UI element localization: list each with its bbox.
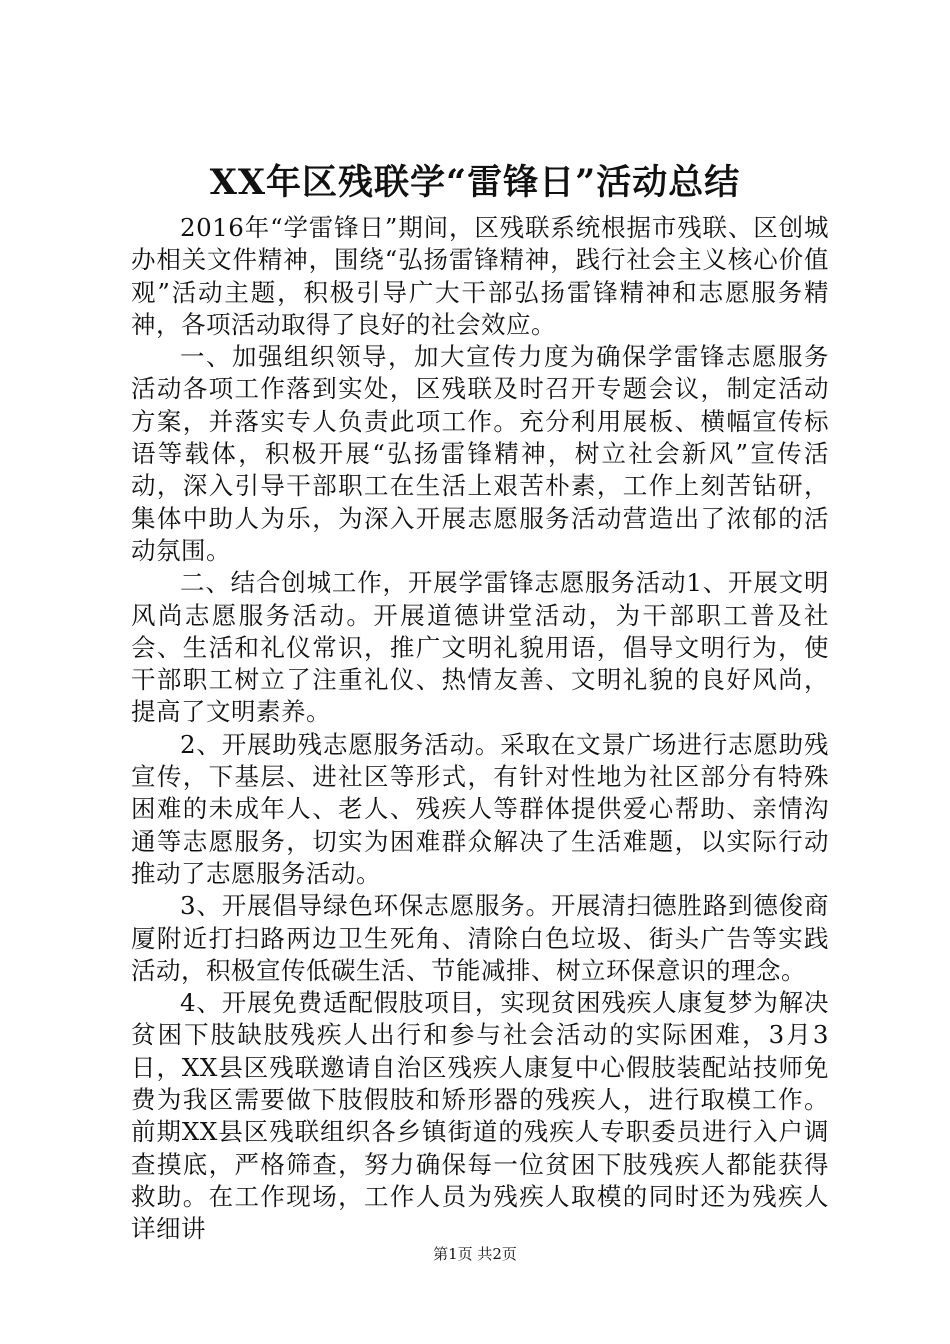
document-title: XX年区残联学“雷锋日”活动总结 <box>209 162 741 203</box>
paragraph-item-3: 3、开展倡导绿色环保志愿服务。开展清扫德胜路到德俊商厦附近打扫路两边卫生死角、清除白色垃圾、街头广告等实践活动，积极宣传低碳生活、节能减排、树立环保意识的理念。 <box>131 891 829 985</box>
paragraph-section-1: 一、加强组织领导，加大宣传力度为确保学雷锋志愿服务活动各项工作落到实处，区残联及时召开专题会议，制定活动方案，并落实专人负责此项工作。充分利用展板、横幅宣传标语等载体，积极开展“弘扬雷锋精神，树立社会新风”宣传活动，深入引导干部职工在生活上艰苦朴素，工作上刻苦钻研，集体中助人为乐，为深入开展志愿服务活动营造出了浓郁的活动氛围。 <box>131 342 829 565</box>
paragraph-item-4: 4、开展免费适配假肢项目，实现贫困残疾人康复梦为解决贫困下肢缺肢残疾人出行和参与社会活动的实际困难，3月3日，XX县区残联邀请自治区残疾人康复中心假肢装配站技师免费为我区需要做下肢假肢和矫形器的残疾人，进行取模工作。前期XX县区残联组织各乡镇街道的残疾人专职委员进行入户调查摸底，严格筛查，努力确保每一位贫困下肢残疾人都能获得救助。在工作现场，工作人员为残疾人取模的同时还为残疾人详细讲 <box>131 988 829 1244</box>
paragraph-section-2: 二、结合创城工作，开展学雷锋志愿服务活动1、开展文明风尚志愿服务活动。开展道德讲堂活动，为干部职工普及社会、生活和礼仪常识，推广文明礼貌用语，倡导文明行为，使干部职工树立了注重礼仪、热情友善、文明礼貌的良好风尚，提高了文明素养。 <box>131 568 829 727</box>
paragraph-item-2: 2、开展助残志愿服务活动。采取在文景广场进行志愿助残宣传，下基层、进社区等形式，有针对性地为社区部分有特殊困难的未成年人、老人、残疾人等群体提供爱心帮助、亲情沟通等志愿服务，切实为困难群众解决了生活难题，以实际行动推动了志愿服务活动。 <box>131 729 829 888</box>
page-footer: 第1页 共2页 <box>433 1245 517 1263</box>
paragraph-intro: 2016年“学雷锋日”期间，区残联系统根据市残联、区创城办相关文件精神，围绕“弘扬雷锋精神，践行社会主义核心价值观”活动主题，积极引导广大干部弘扬雷锋精神和志愿服务精神，各项活动取得了良好的社会效应。 <box>131 213 829 339</box>
document-body <box>131 212 829 1246</box>
